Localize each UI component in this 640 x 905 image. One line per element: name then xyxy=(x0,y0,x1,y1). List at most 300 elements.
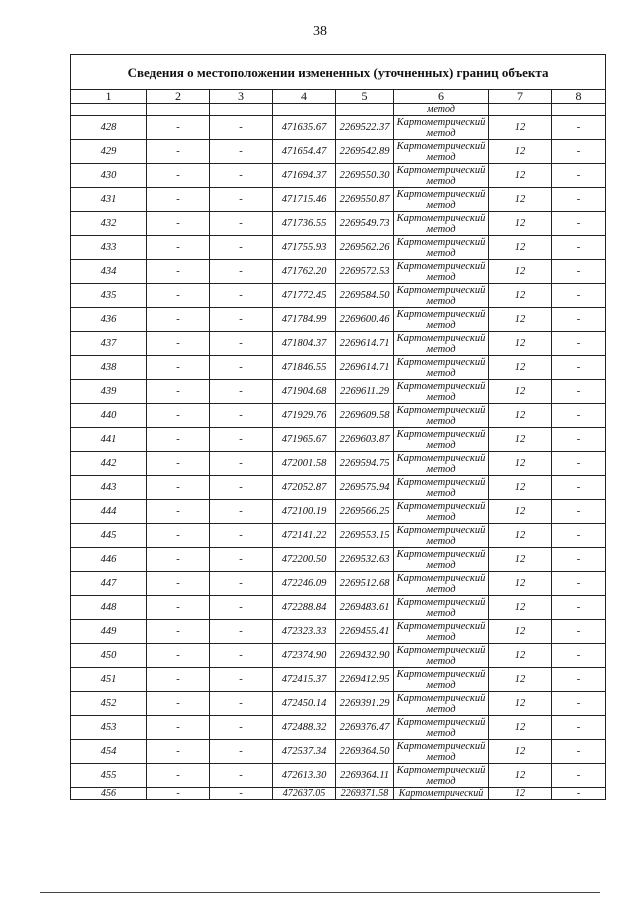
table-cell: 472052.87 xyxy=(273,476,336,500)
table-cell: 448 xyxy=(71,596,147,620)
table-cell: - xyxy=(210,500,273,524)
method-label: метод xyxy=(426,343,456,355)
method-label: Картометрический xyxy=(396,764,486,776)
table-cell: 430 xyxy=(71,164,147,188)
table-cell: 2269603.87 xyxy=(336,428,394,452)
method-label: Картометрический xyxy=(396,116,486,128)
table-cell: - xyxy=(552,572,606,596)
table-cell: - xyxy=(147,740,210,764)
method-label: метод xyxy=(426,271,456,283)
table-cell: 440 xyxy=(71,404,147,428)
table-cell: - xyxy=(210,164,273,188)
table-cell: 12 xyxy=(489,356,552,380)
table-row xyxy=(71,116,606,140)
table-cell: 472637.05 xyxy=(273,788,336,800)
table-cell: 439 xyxy=(71,380,147,404)
method-label: метод xyxy=(426,607,456,619)
method-cell xyxy=(394,692,489,716)
table-cell: 12 xyxy=(489,788,552,800)
table-row xyxy=(71,692,606,716)
table-cell: - xyxy=(552,692,606,716)
table-cell: 446 xyxy=(71,548,147,572)
table-cell: 2269522.37 xyxy=(336,116,394,140)
table-cell: - xyxy=(210,668,273,692)
table-cell: 12 xyxy=(489,332,552,356)
table-cell: - xyxy=(147,428,210,452)
continuation-row xyxy=(71,104,606,116)
table-cell: - xyxy=(552,332,606,356)
table-cell: - xyxy=(147,140,210,164)
table-cell: - xyxy=(552,380,606,404)
method-label: Картометрический xyxy=(396,620,486,632)
method-cell xyxy=(394,284,489,308)
table-cell: - xyxy=(210,428,273,452)
table-row xyxy=(71,452,606,476)
table-cell: - xyxy=(552,356,606,380)
method-label: Картометрический xyxy=(396,284,486,296)
table-row xyxy=(71,140,606,164)
table-cell: 471929.76 xyxy=(273,404,336,428)
table-cell: - xyxy=(210,404,273,428)
boundary-coordinates-table xyxy=(70,54,606,800)
table-row xyxy=(71,788,606,800)
table-row xyxy=(71,740,606,764)
table-cell: 12 xyxy=(489,524,552,548)
table-cell: - xyxy=(147,116,210,140)
method-label: метод xyxy=(426,775,456,787)
table-cell: - xyxy=(552,140,606,164)
column-header: 5 xyxy=(336,90,394,104)
table-cell: 449 xyxy=(71,620,147,644)
table-cell: - xyxy=(210,620,273,644)
method-label: метод xyxy=(426,247,456,259)
table-cell: - xyxy=(147,476,210,500)
table-cell: 451 xyxy=(71,668,147,692)
method-label: метод xyxy=(426,319,456,331)
table-cell: 471736.55 xyxy=(273,212,336,236)
method-label: метод xyxy=(426,127,456,139)
table-cell: 12 xyxy=(489,548,552,572)
method-label: Картометрический xyxy=(396,476,486,488)
table-cell: 12 xyxy=(489,260,552,284)
table-cell: - xyxy=(210,356,273,380)
table-cell: - xyxy=(147,188,210,212)
method-label: Картометрический xyxy=(396,332,486,344)
table-cell: 2269614.71 xyxy=(336,356,394,380)
table-cell: - xyxy=(210,140,273,164)
table-row xyxy=(71,548,606,572)
table-cell: 447 xyxy=(71,572,147,596)
table-cell: 472246.09 xyxy=(273,572,336,596)
table-cell: 2269584.50 xyxy=(336,284,394,308)
table-cell: 12 xyxy=(489,716,552,740)
table-cell: 2269600.46 xyxy=(336,308,394,332)
table-cell: - xyxy=(552,716,606,740)
table-cell: 442 xyxy=(71,452,147,476)
table-cell: - xyxy=(147,356,210,380)
table-row xyxy=(71,572,606,596)
table-cell: 472288.84 xyxy=(273,596,336,620)
table-cell: 12 xyxy=(489,164,552,188)
table-cell: 2269614.71 xyxy=(336,332,394,356)
table-cell: - xyxy=(552,668,606,692)
table-cell: 471762.20 xyxy=(273,260,336,284)
table-cell: - xyxy=(552,764,606,788)
table-row xyxy=(71,500,606,524)
column-header: 3 xyxy=(210,90,273,104)
method-cell xyxy=(394,452,489,476)
table-row xyxy=(71,332,606,356)
table-row xyxy=(71,716,606,740)
table-cell: 12 xyxy=(489,380,552,404)
table-cell: 472200.50 xyxy=(273,548,336,572)
table-cell: 2269566.25 xyxy=(336,500,394,524)
table-cell: - xyxy=(552,452,606,476)
table-cell: - xyxy=(210,212,273,236)
method-cell xyxy=(394,476,489,500)
table-cell: 435 xyxy=(71,284,147,308)
table-cell: 433 xyxy=(71,236,147,260)
table-row xyxy=(71,620,606,644)
table-cell: 472488.32 xyxy=(273,716,336,740)
method-cell xyxy=(394,428,489,452)
table-cell: 445 xyxy=(71,524,147,548)
table-cell: 2269432.90 xyxy=(336,644,394,668)
table-cell: - xyxy=(210,740,273,764)
table-cell: 2269575.94 xyxy=(336,476,394,500)
method-label: Картометрический xyxy=(396,452,486,464)
table-cell: - xyxy=(210,308,273,332)
method-cell xyxy=(394,140,489,164)
method-label: метод xyxy=(426,679,456,691)
table-cell: 2269512.68 xyxy=(336,572,394,596)
table-cell: 455 xyxy=(71,764,147,788)
table-cell: - xyxy=(552,260,606,284)
table-cell: - xyxy=(552,164,606,188)
table-cell: 471846.55 xyxy=(273,356,336,380)
table-cell: 2269611.29 xyxy=(336,380,394,404)
table-cell: 436 xyxy=(71,308,147,332)
table-cell: - xyxy=(147,668,210,692)
table-cell: 2269364.11 xyxy=(336,764,394,788)
table-cell: 471784.99 xyxy=(273,308,336,332)
table-cell: - xyxy=(552,212,606,236)
method-cell xyxy=(394,644,489,668)
table-cell: - xyxy=(210,524,273,548)
table-cell: - xyxy=(210,692,273,716)
table-cell: 450 xyxy=(71,644,147,668)
method-cell xyxy=(394,764,489,788)
table-cell: - xyxy=(147,212,210,236)
table-row xyxy=(71,308,606,332)
table-cell: - xyxy=(552,116,606,140)
method-cell xyxy=(394,164,489,188)
table-cell: 444 xyxy=(71,500,147,524)
table-cell: 12 xyxy=(489,116,552,140)
table-cell: 12 xyxy=(489,692,552,716)
footer-divider xyxy=(40,892,600,893)
method-cell xyxy=(394,188,489,212)
table-cell: 471715.46 xyxy=(273,188,336,212)
table-row xyxy=(71,404,606,428)
method-label: метод xyxy=(426,415,456,427)
table-cell: 2269532.63 xyxy=(336,548,394,572)
table-cell: - xyxy=(147,596,210,620)
table-cell: - xyxy=(552,428,606,452)
method-label: метод xyxy=(426,439,456,451)
method-label: Картометрический xyxy=(396,188,486,200)
table-cell: - xyxy=(552,548,606,572)
table-cell: 12 xyxy=(489,140,552,164)
table-cell: 12 xyxy=(489,596,552,620)
method-label: метод xyxy=(426,631,456,643)
method-cell xyxy=(394,668,489,692)
table-title-row xyxy=(71,55,606,90)
column-header: 8 xyxy=(552,90,606,104)
table-cell: 472141.22 xyxy=(273,524,336,548)
table-cell: - xyxy=(147,692,210,716)
column-header: 6 xyxy=(394,90,489,104)
method-label: метод xyxy=(426,223,456,235)
table-cell: 2269553.15 xyxy=(336,524,394,548)
table-cell: 472415.37 xyxy=(273,668,336,692)
table-cell: 2269391.29 xyxy=(336,692,394,716)
table-cell: 471654.47 xyxy=(273,140,336,164)
method-label: метод xyxy=(426,703,456,715)
table-cell: - xyxy=(552,524,606,548)
table-cell: 472001.58 xyxy=(273,452,336,476)
table-cell: 2269549.73 xyxy=(336,212,394,236)
method-label: Картометрический xyxy=(396,356,486,368)
method-cell xyxy=(394,332,489,356)
table-cell: - xyxy=(210,116,273,140)
table-cell: - xyxy=(552,308,606,332)
method-label: Картометрический xyxy=(396,548,486,560)
table-cell: - xyxy=(147,452,210,476)
table-cell: - xyxy=(147,164,210,188)
method-cell xyxy=(394,260,489,284)
table-cell: 12 xyxy=(489,308,552,332)
table-cell: - xyxy=(147,524,210,548)
table-cell: 429 xyxy=(71,140,147,164)
table-cell: 472537.34 xyxy=(273,740,336,764)
table-cell: 12 xyxy=(489,572,552,596)
method-label: метод xyxy=(426,655,456,667)
method-label: метод xyxy=(426,511,456,523)
table-cell: 2269376.47 xyxy=(336,716,394,740)
table-cell: - xyxy=(210,284,273,308)
column-header: 4 xyxy=(273,90,336,104)
table-cell: 12 xyxy=(489,236,552,260)
table-row xyxy=(71,380,606,404)
table-cell: 472374.90 xyxy=(273,644,336,668)
table-row xyxy=(71,524,606,548)
table-cell: 12 xyxy=(489,500,552,524)
table-cell: - xyxy=(147,788,210,800)
table-cell: 2269542.89 xyxy=(336,140,394,164)
method-label: метод xyxy=(426,391,456,403)
table-cell: 428 xyxy=(71,116,147,140)
table-cell: 2269594.75 xyxy=(336,452,394,476)
table-cell: - xyxy=(210,476,273,500)
method-label: метод xyxy=(426,463,456,475)
table-cell: 12 xyxy=(489,644,552,668)
table-cell: 452 xyxy=(71,692,147,716)
method-label: Картометрический xyxy=(396,212,486,224)
method-cell xyxy=(394,524,489,548)
table-cell: 443 xyxy=(71,476,147,500)
table-cell: 438 xyxy=(71,356,147,380)
table-row xyxy=(71,284,606,308)
table-cell: - xyxy=(147,644,210,668)
table-cell: Картометрический xyxy=(394,788,489,800)
table-cell: 12 xyxy=(489,668,552,692)
table-cell: - xyxy=(552,284,606,308)
table-cell: 2269609.58 xyxy=(336,404,394,428)
method-label: Картометрический xyxy=(396,380,486,392)
method-cell xyxy=(394,716,489,740)
table-cell: 12 xyxy=(489,404,552,428)
table-cell: 2269572.53 xyxy=(336,260,394,284)
table-cell: 2269371.58 xyxy=(336,788,394,800)
method-cell xyxy=(394,500,489,524)
method-cell xyxy=(394,596,489,620)
column-header: 1 xyxy=(71,90,147,104)
table-cell: 456 xyxy=(71,788,147,800)
table-cell: 471804.37 xyxy=(273,332,336,356)
table-cell: - xyxy=(147,764,210,788)
table-cell: 2269455.41 xyxy=(336,620,394,644)
table-cell: - xyxy=(210,260,273,284)
method-label: Картометрический xyxy=(396,692,486,704)
table-row xyxy=(71,476,606,500)
table-cell: 471965.67 xyxy=(273,428,336,452)
table-cell: - xyxy=(552,596,606,620)
table-cell: - xyxy=(147,308,210,332)
method-label: метод xyxy=(426,487,456,499)
method-label: метод xyxy=(426,367,456,379)
table-cell: - xyxy=(147,284,210,308)
method-label: Картометрический xyxy=(396,524,486,536)
column-header: 7 xyxy=(489,90,552,104)
method-label: Картометрический xyxy=(396,260,486,272)
table-cell: 472613.30 xyxy=(273,764,336,788)
table-cell: - xyxy=(552,644,606,668)
method-cell xyxy=(394,212,489,236)
method-label: Картометрический xyxy=(396,668,486,680)
table-cell: - xyxy=(552,236,606,260)
table-cell: 453 xyxy=(71,716,147,740)
table-cell: 471904.68 xyxy=(273,380,336,404)
table-cell: - xyxy=(147,572,210,596)
method-label: метод xyxy=(426,535,456,547)
table-row xyxy=(71,668,606,692)
table-cell: - xyxy=(147,380,210,404)
table-cell: 2269483.61 xyxy=(336,596,394,620)
table-cell: - xyxy=(552,788,606,800)
table-cell: 434 xyxy=(71,260,147,284)
table-cell: 12 xyxy=(489,212,552,236)
table-cell: 472450.14 xyxy=(273,692,336,716)
method-label: метод xyxy=(426,727,456,739)
table-cell: 2269550.30 xyxy=(336,164,394,188)
table-cell: 12 xyxy=(489,620,552,644)
table-cell: - xyxy=(147,716,210,740)
method-label: Картометрический xyxy=(396,428,486,440)
table-cell: 471755.93 xyxy=(273,236,336,260)
table-cell: 471694.37 xyxy=(273,164,336,188)
table-cell: - xyxy=(210,236,273,260)
method-label: Картометрический xyxy=(396,740,486,752)
method-label: Картометрический xyxy=(396,404,486,416)
method-label: метод xyxy=(426,559,456,571)
table-row xyxy=(71,236,606,260)
method-label: метод xyxy=(426,295,456,307)
column-header: 2 xyxy=(147,90,210,104)
method-label: метод xyxy=(426,583,456,595)
table-cell: 472100.19 xyxy=(273,500,336,524)
table-cell: 432 xyxy=(71,212,147,236)
table-cell: - xyxy=(147,548,210,572)
table-cell: 441 xyxy=(71,428,147,452)
table-row xyxy=(71,212,606,236)
method-label: метод xyxy=(426,151,456,163)
method-label: Картометрический xyxy=(396,164,486,176)
table-cell: - xyxy=(210,596,273,620)
table-row xyxy=(71,356,606,380)
method-cell xyxy=(394,620,489,644)
method-label: Картометрический xyxy=(396,572,486,584)
method-continuation: метод xyxy=(394,104,489,116)
table-cell: - xyxy=(210,548,273,572)
table-cell: - xyxy=(210,452,273,476)
table-cell: - xyxy=(210,716,273,740)
method-label: метод xyxy=(426,199,456,211)
table-cell: 431 xyxy=(71,188,147,212)
table-cell: - xyxy=(147,620,210,644)
method-cell xyxy=(394,380,489,404)
table-cell: - xyxy=(147,500,210,524)
method-cell xyxy=(394,236,489,260)
page-number: 38 xyxy=(313,24,327,39)
table-cell: - xyxy=(210,644,273,668)
table-cell: - xyxy=(147,332,210,356)
method-cell xyxy=(394,548,489,572)
method-label: Картометрический xyxy=(396,308,486,320)
table-cell: 471635.67 xyxy=(273,116,336,140)
table-cell: 12 xyxy=(489,476,552,500)
method-cell xyxy=(394,740,489,764)
table-cell: 12 xyxy=(489,428,552,452)
method-label: Картометрический xyxy=(396,716,486,728)
table-cell: - xyxy=(552,476,606,500)
table-cell: 471772.45 xyxy=(273,284,336,308)
method-label: Картометрический xyxy=(396,596,486,608)
table-cell: - xyxy=(147,404,210,428)
table-cell: 454 xyxy=(71,740,147,764)
method-cell xyxy=(394,116,489,140)
method-label: Картометрический xyxy=(396,140,486,152)
table-cell: - xyxy=(552,188,606,212)
table-cell: - xyxy=(210,572,273,596)
table-cell: - xyxy=(552,620,606,644)
table-cell: 2269412.95 xyxy=(336,668,394,692)
table-cell: - xyxy=(210,380,273,404)
table-cell: 12 xyxy=(489,284,552,308)
table-cell: - xyxy=(552,500,606,524)
method-label: Картометрический xyxy=(396,500,486,512)
table-row xyxy=(71,260,606,284)
